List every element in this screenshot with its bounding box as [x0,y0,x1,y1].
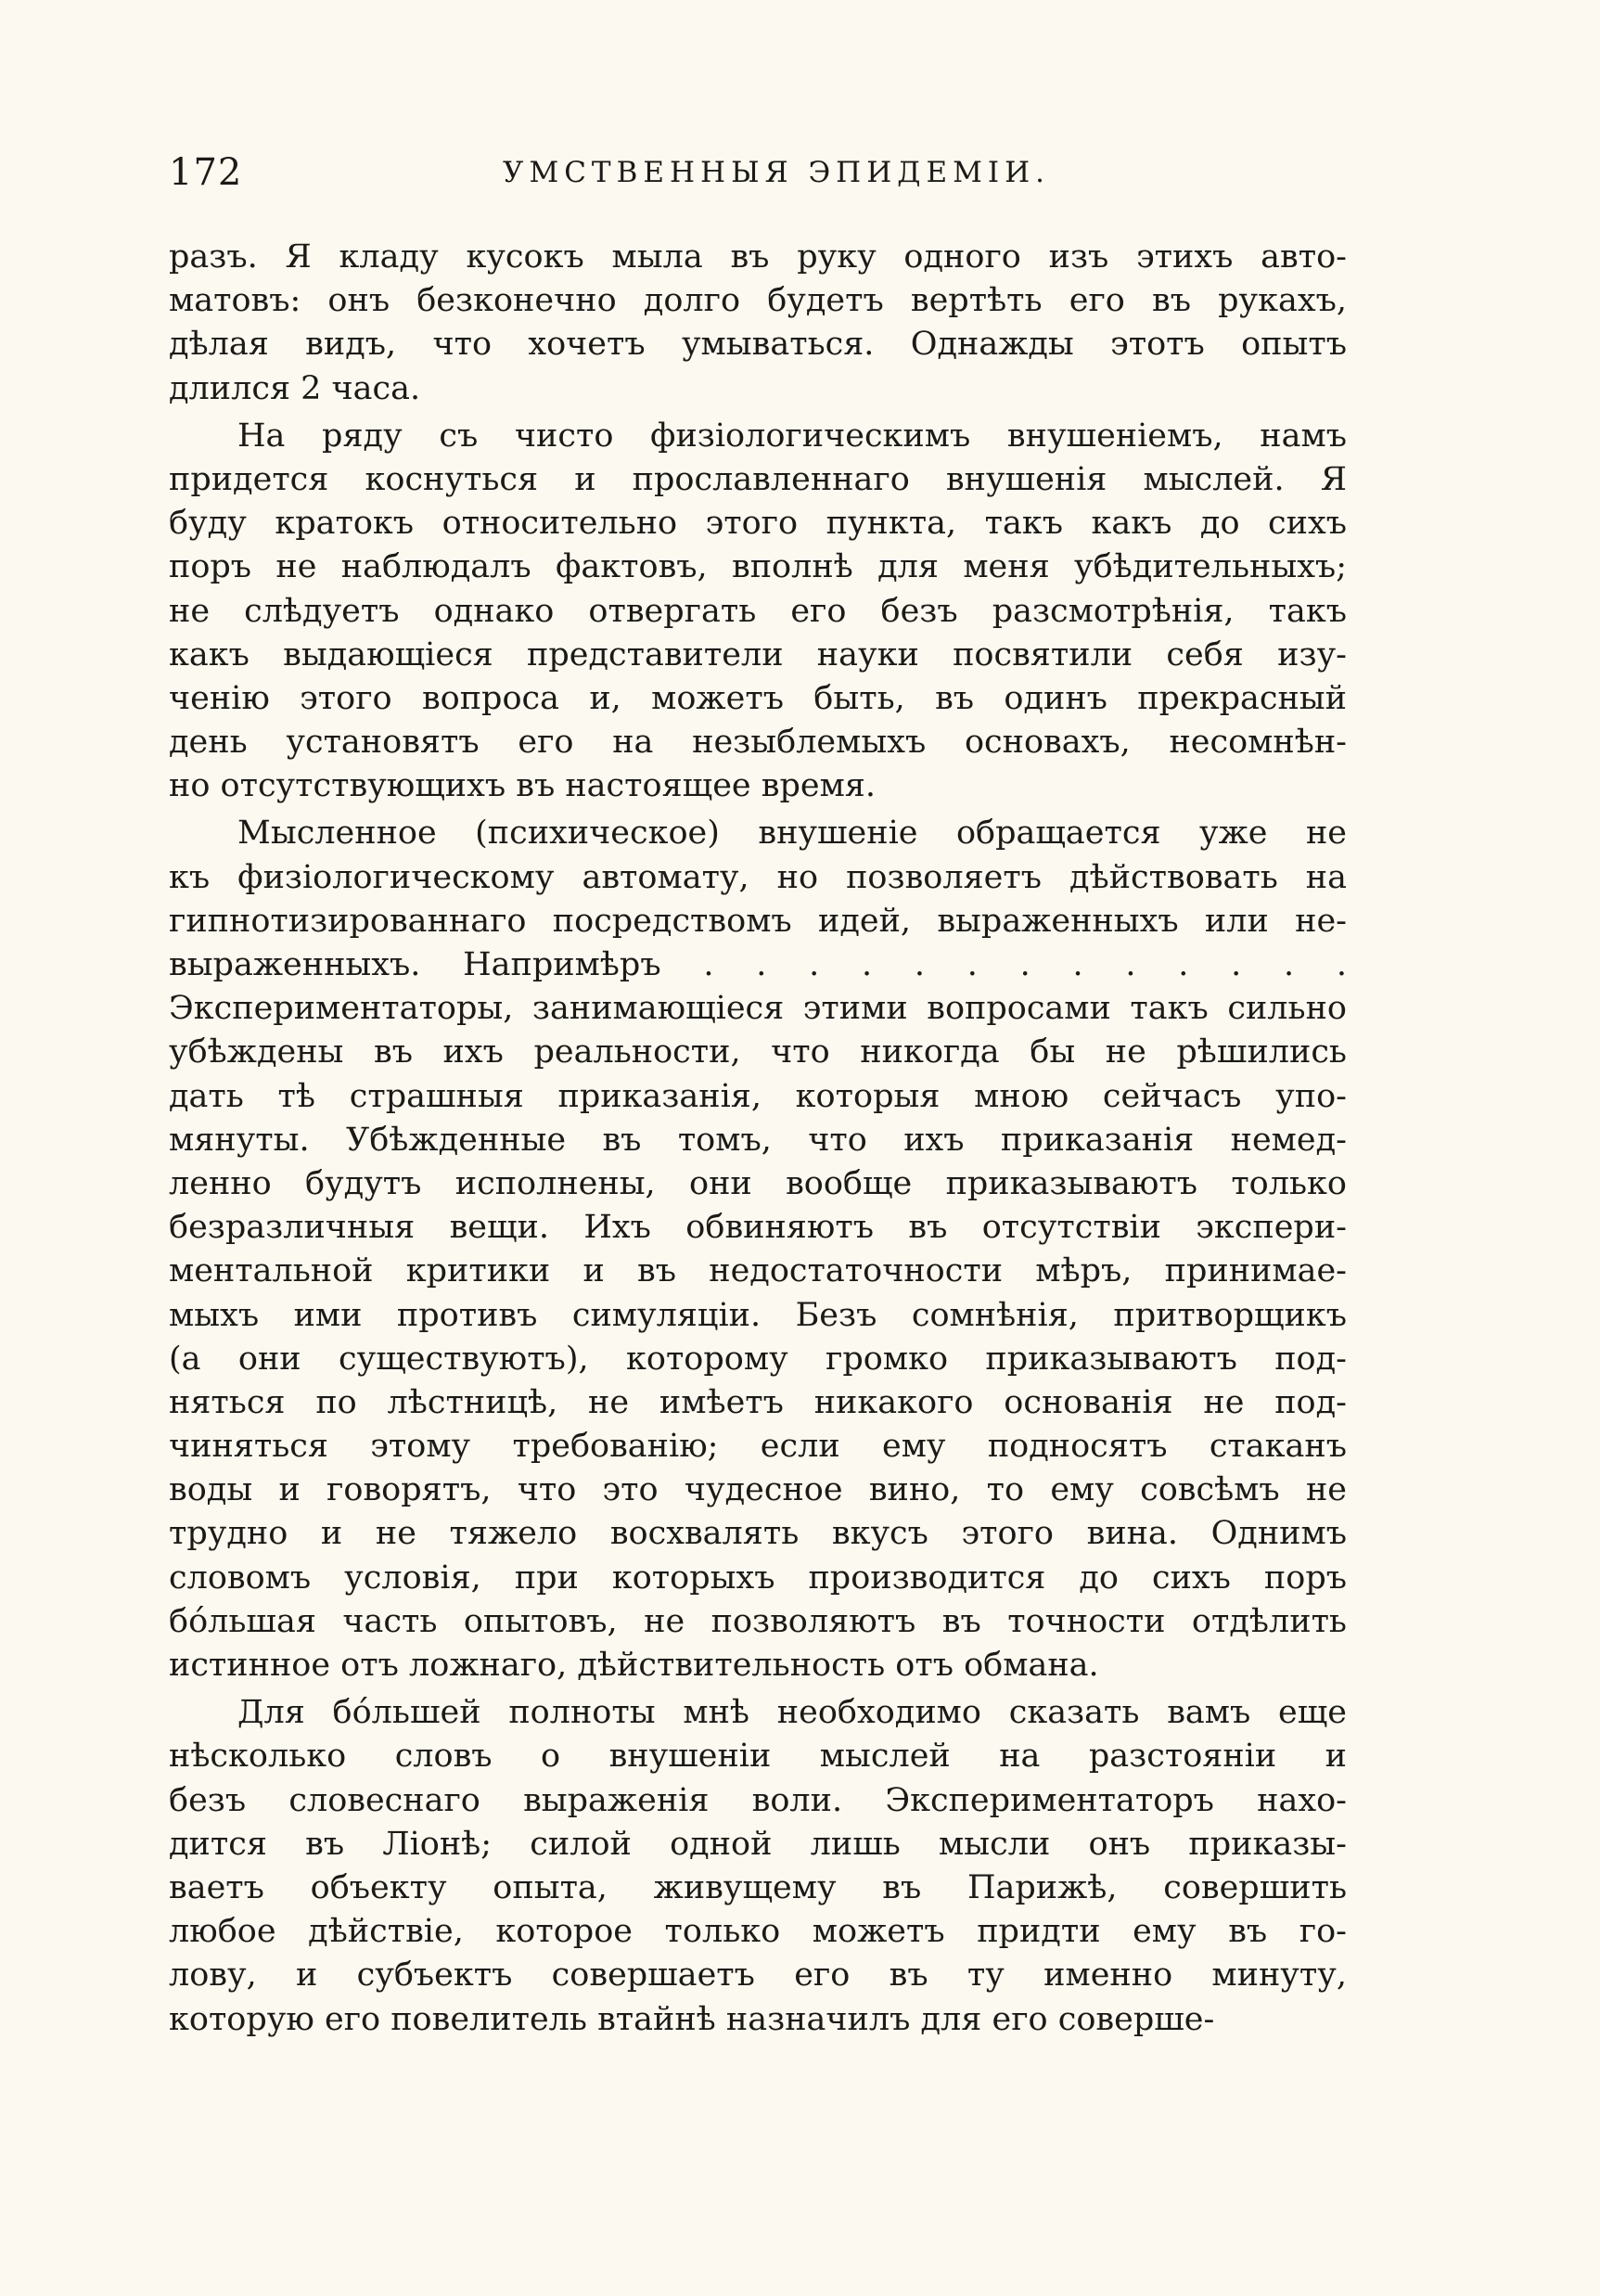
text-line: Экспериментаторы, занимающіеся этими вопросами такъ сильно [169,990,1347,1028]
text-line: придется коснуться и прославленнаго внушенія мыслей. Я [169,460,1347,498]
text-line: (а они существуютъ), которому громко приказываютъ под- [169,1340,1347,1378]
text-line: дѣлая видъ, что хочетъ умываться. Однажды этотъ опытъ [169,326,1347,364]
text-line: дится въ Ліонѣ; силой одной лишь мысли онъ приказы- [169,1825,1347,1863]
text-line: трудно и не тяжело восхвалять вкусъ этого вина. Однимъ [169,1515,1347,1553]
text-line: убѣждены въ ихъ реальности, что никогда бы не рѣшились [169,1033,1347,1071]
body-text [169,236,1347,2046]
text-line: которую его повелитель втайнѣ назначилъ для его соверше- [169,2000,1215,2038]
running-title: УМСТВЕННЫЯ ЭПИДЕМІИ. [503,156,1050,189]
page-number: 172 [169,151,243,194]
text-line: Для бо́льшей полноты мнѣ необходимо сказать вамъ еще [237,1694,1347,1732]
text-line: няться по лѣстницѣ, не имѣетъ никакого основанія не под- [169,1383,1347,1421]
paragraph [169,236,1347,411]
text-line: ментальной критики и въ недостаточности мѣръ, принимае- [169,1252,1347,1290]
text-line: любое дѣйствіе, которое только можетъ придти ему въ го- [169,1913,1347,1951]
text-line: длился 2 часа. [169,369,421,407]
text-line: гипнотизированнаго посредствомъ идей, выраженныхъ или не- [169,902,1347,940]
text-line: поръ не наблюдалъ фактовъ, вполнѣ для меня убѣдительныхъ; [169,548,1347,586]
text-line: безразличныя вещи. Ихъ обвиняютъ въ отсутствіи экспери- [169,1209,1347,1247]
text-line: буду кратокъ относительно этого пункта, такъ какъ до сихъ [169,505,1347,543]
paragraph [169,812,1347,1687]
text-line: но отсутствующихъ въ настоящее время. [169,767,877,805]
text-line: словомъ условія, при которыхъ производится до сихъ поръ [169,1558,1347,1597]
text-line: выраженныхъ. Напримѣръ . . . . . . . . . . . . . [169,946,1347,983]
text-line: Мысленное (психическое) внушеніе обращается уже не [237,815,1347,853]
text-line: какъ выдающіеся представители науки посвятили себя изу- [169,635,1347,673]
page-header [169,145,1347,200]
text-line: ченію этого вопроса и, можетъ быть, въ одинъ прекрасный [169,679,1347,717]
text-line: лову, и субъектъ совершаетъ его въ ту именно минуту, [169,1956,1347,1995]
text-line: безъ словеснаго выраженія воли. Экспериментаторъ нахо- [169,1781,1347,1819]
text-line: не слѣдуетъ однако отвергать его безъ разсмотрѣнія, такъ [169,592,1347,630]
paragraph [169,415,1347,809]
text-line: день установятъ его на незыблемыхъ основахъ, несомнѣн- [169,724,1347,762]
text-line: воды и говорятъ, что это чудесное вино, то ему совсѣмъ не [169,1471,1347,1509]
text-line: нѣсколько словъ о внушеніи мыслей на разстояніи и [169,1738,1347,1776]
text-line: мыхъ ими противъ симуляціи. Безъ сомнѣнія, притворщикъ [169,1296,1347,1334]
paragraph [169,1691,1347,2042]
text-line: бо́льшая часть опытовъ, не позволяютъ въ точности отдѣлить [169,1602,1347,1640]
text-line: къ физіологическому автомату, но позволяетъ дѣйствовать на [169,858,1347,896]
text-line: истинное отъ ложнаго, дѣйствительность отъ обмана. [169,1647,1099,1684]
text-line: чиняться этому требованію; если ему подносятъ стаканъ [169,1428,1347,1466]
text-line: ваетъ объекту опыта, живущему въ Парижѣ, совершить [169,1868,1347,1906]
text-line: На ряду съ чисто физіологическимъ внушеніемъ, намъ [237,417,1347,455]
text-line: разъ. Я кладу кусокъ мыла въ руку одного изъ этихъ авто- [169,238,1347,276]
text-line: дать тѣ страшныя приказанія, которыя мною сейчасъ упо- [169,1077,1347,1115]
text-line: ленно будутъ исполнены, они вообще приказываютъ только [169,1164,1347,1202]
text-line: мянуты. Убѣжденные въ томъ, что ихъ приказанія немед- [169,1121,1347,1159]
text-line: матовъ: онъ безконечно долго будетъ вертѣть его въ рукахъ, [169,282,1347,320]
